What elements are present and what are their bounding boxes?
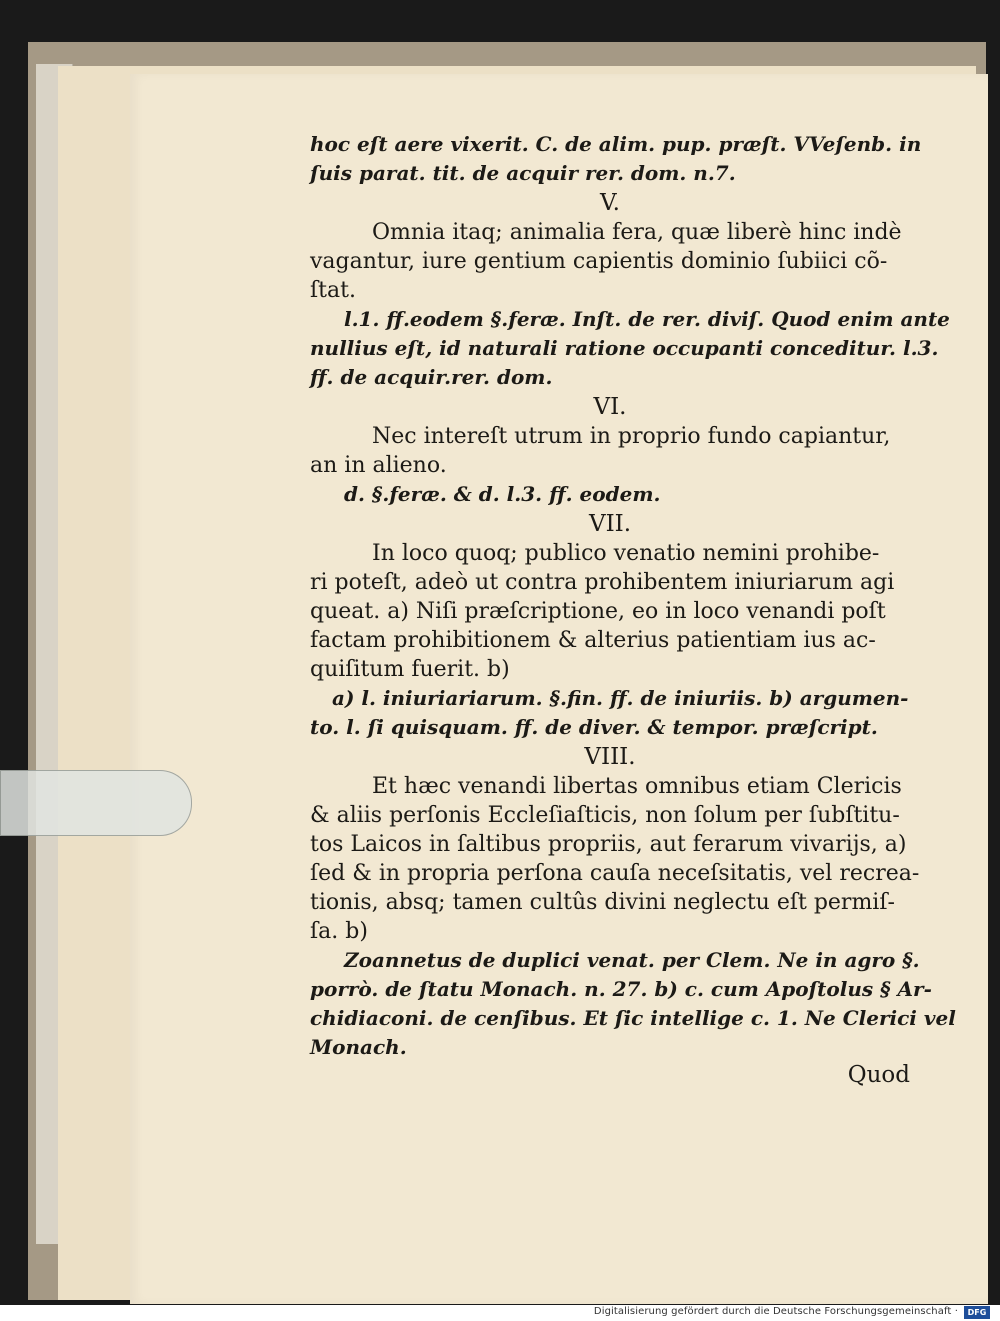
note-line: Zoannetus de duplici venat. per Clem. Ne in agro §. [344,948,920,972]
paragraph-line: Nec intereſt utrum in proprio fundo capiantur, [372,424,891,449]
note-line: nullius eſt, id naturali ratione occupanti conceditur. l.3. [310,336,939,360]
note-line: l.1. ff.eodem §.feræ. Inſt. de rer. diviſ. Quod enim ante [344,307,950,331]
catchword: Quod [847,1062,910,1088]
paragraph-line: queat. a) Niſi præſcriptione, eo in loco venandi poſt [310,599,886,624]
paragraph-line: & aliis perſonis Eccleſiaſticis, non ſolum per ſubſtitu- [310,803,900,828]
dfg-logo: DFG [964,1306,990,1319]
paragraph-line: ſtat. [310,278,356,303]
footer-bar [0,1305,1000,1321]
note-line: ff. de acquir.rer. dom. [310,365,553,389]
bookmark-clip [0,770,192,836]
note-line: to. l. ſi quisquam. ff. de diver. & tempor. præſcript. [310,715,878,739]
note-line: Monach. [310,1035,407,1059]
note-line: porrò. de ſtatu Monach. n. 27. b) c. cum Apoſtolus § Ar- [310,977,932,1001]
section-heading-viii: VIII. [584,744,636,770]
note-line: a) l. iniuriariarum. §.fin. ff. de iniuriis. b) argumen- [332,686,909,710]
paragraph-line: an in alieno. [310,453,447,478]
note-line: ſuis parat. tit. de acquir rer. dom. n.7. [310,161,736,185]
paragraph-line: vagantur, iure gentium capientis dominio ſubiici cõ- [310,249,888,274]
page-text [310,130,956,1088]
paragraph-line: Omnia itaq; animalia fera, quæ liberè hinc indè [372,220,902,245]
funding-credit: Digitalisierung gefördert durch die Deutsche Forschungsgemeinschaft · [593,1306,958,1317]
note-line: d. §.feræ. & d. l.3. ff. eodem. [344,482,661,506]
paragraph-line: tionis, absq; tamen cultûs divini neglectu eſt permiſ- [310,890,895,915]
paragraph-line: ri poteſt, adeò ut contra prohibentem iniuriarum agi [310,570,895,595]
paragraph-line: ſa. b) [310,919,368,944]
paragraph-line: tos Laicos in ſaltibus propriis, aut ferarum vivarijs, a) [310,832,907,857]
paragraph-line: ſed & in propria perſona cauſa neceſsitatis, vel recrea- [310,861,920,886]
section-heading-v: V. [600,190,620,216]
note-line: hoc eſt aere vixerit. C. de alim. pup. præſt. VVeſenb. in [310,132,922,156]
paragraph-line: factam prohibitionem & alterius patientiam ius ac- [310,628,876,653]
section-heading-vi: VI. [593,394,627,420]
paragraph-line: Et hæc venandi libertas omnibus etiam Clericis [372,774,902,799]
paragraph-line: In loco quoq; publico venatio nemini prohibe- [372,541,880,566]
paragraph-line: quiſitum fuerit. b) [310,657,510,682]
note-line: chidiaconi. de cenſibus. Et ſic intellige c. 1. Ne Clerici vel [310,1006,956,1030]
section-heading-vii: VII. [588,511,632,537]
